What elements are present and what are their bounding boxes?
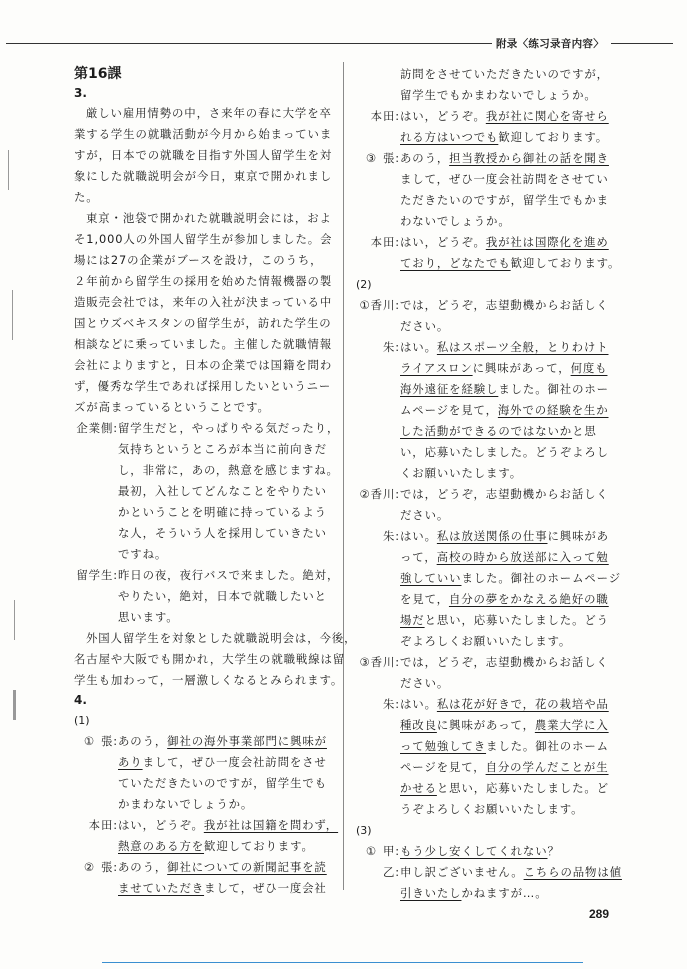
text-segment: まして，ぜひ一度会社訪問をさせ <box>142 755 327 769</box>
text-line: 名古屋や大阪でも開かれ，大学生の就職戦線は留 <box>74 652 346 666</box>
dialogue-turn <box>356 862 622 904</box>
text-line: 場には27の企業がブースを設け，このうち， <box>74 253 323 267</box>
right-column <box>356 64 622 904</box>
underlined-phrase: 農業大学に入 <box>534 718 609 732</box>
text-segment: ださい。 <box>400 508 450 522</box>
dialogue-turn <box>356 841 618 862</box>
text-line <box>118 731 334 752</box>
text-segment: まして，ぜひ一度会社 <box>204 881 327 895</box>
text-line <box>118 773 334 794</box>
underlined-phrase: 私は放送関係の仕事 <box>436 529 548 543</box>
underlined-phrase: ており，どなたでも <box>400 256 511 270</box>
text-segment: うぞよろしくお願いいたします。 <box>400 802 584 816</box>
lesson-title: 第16課 <box>74 66 122 82</box>
text-segment: に興味があって， <box>436 718 535 732</box>
text-segment: と思い，応募いたしました。どう <box>424 613 609 627</box>
text-line <box>400 211 618 232</box>
text-segment: ムページを見て， <box>400 403 498 417</box>
text-line <box>118 878 334 899</box>
scan-mark <box>8 150 9 190</box>
text-line <box>400 610 621 631</box>
underlined-phrase: 種改良 <box>400 718 437 732</box>
text-segment: い，応募いたしました。どうぞよろし <box>400 445 609 459</box>
underlined-phrase: 我が社に関心を寄せら <box>485 109 609 123</box>
text-line <box>400 778 618 799</box>
text-line: やりたい，絶対，日本で就職したいと <box>118 589 327 603</box>
dialogue-turn <box>356 232 621 274</box>
text-line <box>400 841 618 862</box>
text-line <box>400 169 618 190</box>
underlined-phrase: 海外遠征を経験し <box>400 382 499 396</box>
text-segment: を見て， <box>400 592 449 606</box>
text-segment: って， <box>400 550 437 564</box>
paragraph-3 <box>74 628 357 691</box>
text-line: ２年前から留学生の採用を始めた情報機器の製 <box>74 274 333 288</box>
underlined-phrase: 私は花が好きで，花の栽培や品 <box>436 697 609 711</box>
underlined-phrase: 私はスポーツ全般，とりわけト <box>436 340 609 354</box>
speaker-name: 香川: <box>370 655 400 669</box>
text-line <box>400 799 618 820</box>
speaker-name: 本田: <box>88 818 118 832</box>
underlined-phrase: 場だ <box>400 613 425 627</box>
text-line <box>118 836 338 857</box>
speaker-name: 張: <box>100 734 118 748</box>
text-line <box>400 190 618 211</box>
scan-mark <box>12 290 13 340</box>
speaker-label <box>356 64 400 106</box>
text-segment: あのう， <box>400 151 450 165</box>
speaker-name: 本田: <box>370 235 400 249</box>
underlined-phrase: 自分の学んだことが生 <box>485 760 609 774</box>
section-4-label: 4. <box>74 693 87 707</box>
item-number: ② <box>359 487 371 501</box>
underlined-phrase: 高校の時から放送部に入って勉 <box>436 550 609 564</box>
text-line: 会社によりますと，日本の企業では国籍を問わ <box>74 358 333 372</box>
text-line <box>400 673 618 694</box>
speaker-label <box>356 841 400 862</box>
text-segment: はい，どうぞ。 <box>400 235 486 249</box>
dialogue-turn <box>356 337 618 484</box>
subsection-2-label: (2) <box>356 278 372 291</box>
dialogue-turn <box>74 731 334 815</box>
text-line: ず，優秀な学生であれば採用したいというニー <box>74 379 332 393</box>
subsection-1-label: (1) <box>74 714 90 727</box>
speaker-label <box>74 815 118 857</box>
text-segment: では，どうぞ，志望動機からお話しく <box>400 487 609 501</box>
speaker-label <box>356 148 400 232</box>
text-line <box>400 316 618 337</box>
speaker-name: 乙: <box>382 865 400 879</box>
page-number: 289 <box>589 907 610 921</box>
text-segment: はい，どうぞ。 <box>118 818 204 832</box>
dialogue-turn <box>356 148 618 232</box>
dialogue-turn <box>74 565 340 628</box>
column-divider <box>343 62 344 890</box>
text-line <box>400 484 618 505</box>
text-line <box>400 589 621 610</box>
text-segment: くお願いいたします。 <box>400 466 522 480</box>
text-line: し，非常に，あの，熱意を感じますね。 <box>118 463 339 477</box>
speaker-name: 朱: <box>382 529 400 543</box>
text-line: すが，日本での就職を目指す外国人留学生を対 <box>74 148 333 162</box>
dialogue-turn <box>356 106 618 148</box>
text-segment: かまわないでしょうか。 <box>118 797 254 811</box>
text-segment: 歓迎しております。 <box>510 256 621 270</box>
text-line <box>400 547 621 568</box>
scan-mark <box>14 600 15 640</box>
header-rule-right <box>611 43 673 44</box>
text-line: 思います。 <box>118 610 179 624</box>
text-line: 象にした就職説明会が今日，東京で開かれまし <box>74 169 333 183</box>
underlined-phrase: 担当教授から御社の話を聞き <box>449 151 609 165</box>
text-segment: 申し訳ございません。 <box>400 865 524 879</box>
text-line <box>400 379 618 400</box>
text-segment: では，どうぞ，志望動機からお話しく <box>400 298 609 312</box>
text-line: ですね。 <box>118 547 168 561</box>
scan-mark <box>13 690 16 720</box>
speaker-name: 香川: <box>370 298 400 312</box>
speaker-label <box>356 484 400 526</box>
text-segment: ださい。 <box>400 319 450 333</box>
underlined-phrase: 御社の海外事業部門に興味が <box>167 734 327 748</box>
item-number: ① <box>359 298 371 312</box>
dialogue-turn <box>356 484 618 526</box>
text-segment: はい。 <box>400 340 437 354</box>
underlined-phrase: 熱意のある方を <box>118 839 205 853</box>
item-number: ① <box>83 734 95 748</box>
dialogue-turn <box>356 652 618 694</box>
text-line <box>400 253 620 274</box>
underlined-phrase: 我が社は国際化を進め <box>485 235 609 249</box>
text-segment: ました。御社のホームページ <box>461 571 622 585</box>
text-line <box>400 526 621 547</box>
text-line: な人，そういう人を採用していきたい <box>118 526 327 540</box>
underlined-phrase: した活動ができるのではないか <box>400 424 573 438</box>
text-segment: に興味があって， <box>472 361 571 375</box>
speaker-name: 香川: <box>370 487 400 501</box>
text-segment: 訪問をさせていただきたいのですが， <box>400 67 609 81</box>
text-segment: ました。御社のホーム <box>486 739 609 753</box>
text-line <box>400 652 618 673</box>
underlined-phrase: ませていただき <box>118 881 205 895</box>
text-line <box>118 752 334 773</box>
text-line <box>400 694 618 715</box>
underlined-phrase: かせる <box>400 781 437 795</box>
section-3-label: 3. <box>74 86 87 100</box>
text-line <box>400 631 621 652</box>
speaker-label: 企業側: <box>76 421 118 435</box>
speaker-name: 朱: <box>382 340 400 354</box>
text-segment: では，どうぞ，志望動機からお話しく <box>400 655 609 669</box>
text-line: 最初，入社してどんなことをやりたい <box>118 484 327 498</box>
text-line: 厳しい雇用情勢の中，さ来年の春に大学を卒 <box>85 106 332 120</box>
underlined-phrase: ライアスロン <box>400 361 473 375</box>
underlined-phrase: もう少し安くしてくれない <box>400 844 548 858</box>
underlined-phrase: 自分の夢をかなえる絶好の職 <box>448 592 609 606</box>
speaker-label <box>356 232 400 274</box>
text-segment: ページを見て， <box>400 760 486 774</box>
text-line <box>400 568 621 589</box>
underlined-phrase: 強していい <box>400 571 462 585</box>
header-rule-left <box>6 43 492 44</box>
text-segment: ました。御社のホー <box>498 382 609 396</box>
text-segment: 歓迎しております。 <box>204 839 314 853</box>
text-segment: ていただきたいのですが，留学生でも <box>118 776 327 790</box>
dialogue-turn <box>356 694 618 820</box>
text-segment: はい，どうぞ。 <box>400 109 486 123</box>
dialogue-turn <box>356 64 618 106</box>
text-line <box>118 857 334 878</box>
speaker-name: 本田: <box>370 109 400 123</box>
part-3-dialogue <box>356 841 622 904</box>
text-segment: 留学生でもかまわないでしょうか。 <box>400 88 597 102</box>
speaker-label <box>356 337 400 484</box>
underlined-phrase: 何度も <box>570 361 608 375</box>
underlined-phrase: 引きいたし <box>400 886 462 900</box>
dialogue-turn <box>356 526 622 652</box>
text-segment: と思 <box>572 424 597 438</box>
underlined-phrase: こちらの品物は値 <box>523 865 622 879</box>
text-line <box>400 715 618 736</box>
dialogue-turn <box>74 418 340 565</box>
speaker-label <box>356 526 400 652</box>
text-line: 造販売会社では，来年の入社が決まっている中 <box>74 295 333 309</box>
speaker-label: 留学生: <box>76 568 118 582</box>
paragraph-2 <box>74 208 334 418</box>
speaker-label <box>356 106 400 148</box>
text-segment: わないでしょうか。 <box>400 214 511 228</box>
item-number: ② <box>83 860 95 874</box>
left-column <box>74 64 357 899</box>
interview-dialogue <box>74 418 340 628</box>
speaker-label <box>74 731 118 815</box>
text-segment: あのう， <box>118 860 168 874</box>
text-segment: はい。 <box>400 529 437 543</box>
text-segment: かねますが…。 <box>461 886 548 900</box>
text-segment: と思い，応募いたしました。ど <box>436 781 609 795</box>
item-number: ① <box>365 844 377 858</box>
underlined-phrase: 我が社は国籍を問わず， <box>203 818 339 832</box>
text-segment: はい。 <box>400 697 437 711</box>
text-line: 学生も加わって，一層激しくなるとみられます。 <box>74 673 344 687</box>
underlined-phrase: れる方はいつでも <box>400 130 499 144</box>
text-line: 気持ちというところが本当に前向きだ <box>118 442 327 456</box>
text-line <box>400 232 620 253</box>
text-line: ズが高まっているということです。 <box>74 400 270 414</box>
text-segment: ぞよろしくお願いいたします。 <box>400 634 572 648</box>
speaker-label <box>356 862 400 904</box>
speaker-name: 朱: <box>382 697 400 711</box>
text-line <box>400 883 622 904</box>
item-number: ③ <box>359 655 371 669</box>
text-line <box>400 337 618 358</box>
text-line <box>118 815 338 836</box>
dialogue-turn <box>74 815 339 857</box>
paragraph-1 <box>74 103 334 208</box>
text-line: 留学生だと，やっぱりやる気だったり， <box>118 421 340 435</box>
underlined-phrase: あり <box>118 755 143 769</box>
text-line: 国とウズベキスタンの留学生が，訪れた学生の <box>74 316 332 330</box>
underlined-phrase: 御社についての新聞記事を読 <box>167 860 327 874</box>
subsection-3-label: (3) <box>356 824 372 837</box>
text-line <box>400 64 618 85</box>
speaker-label <box>74 857 118 899</box>
text-line <box>400 106 618 127</box>
underlined-phrase: って勉強してき <box>400 739 487 753</box>
text-line <box>400 421 618 442</box>
text-line: かということを明確に持っているよう <box>118 505 327 519</box>
dialogue-turn <box>356 295 618 337</box>
text-line: そ1,000人の外国人留学生が参加しました。会 <box>74 232 333 246</box>
section-4-dialogue <box>74 731 339 899</box>
text-line: 業する学生の就職活動が今月から始まっていま <box>74 127 333 141</box>
text-segment: ださい。 <box>400 676 450 690</box>
text-segment: ？ <box>547 844 560 858</box>
text-line <box>400 862 622 883</box>
text-line: 東京・池袋で開かれた就職説明会には，およ <box>85 211 332 225</box>
text-line <box>400 757 618 778</box>
text-line: 外国人留学生を対象とした就職説明会は，今後， <box>85 631 357 645</box>
text-line: 相談などに乗っていました。主催した就職情報 <box>74 337 333 351</box>
item-number: ③ <box>365 151 377 165</box>
continuation-dialogue <box>356 64 621 274</box>
text-line <box>400 358 618 379</box>
speaker-label <box>356 652 400 694</box>
text-line <box>400 85 618 106</box>
text-segment: 歓迎しております。 <box>498 130 609 144</box>
text-line <box>118 794 334 815</box>
text-line <box>400 505 618 526</box>
speaker-label <box>356 295 400 337</box>
text-segment: あのう， <box>118 734 168 748</box>
part-2-dialogue <box>356 295 622 820</box>
text-line <box>400 736 618 757</box>
text-line <box>400 442 618 463</box>
speaker-label <box>356 694 400 820</box>
text-segment: に興味があ <box>547 529 609 543</box>
text-line <box>400 463 618 484</box>
text-line <box>400 400 618 421</box>
text-segment: ただきたいのですが，留学生でもかま <box>400 193 609 207</box>
text-line <box>400 148 618 169</box>
text-line <box>400 295 618 316</box>
text-line: た。 <box>74 190 99 204</box>
dialogue-turn <box>74 857 334 899</box>
bottom-blue-rule <box>102 962 583 963</box>
text-line <box>400 127 618 148</box>
speaker-name: 甲: <box>382 844 400 858</box>
speaker-name: 張: <box>382 151 400 165</box>
running-header: 附录〈练习录音内容〉 <box>496 38 604 50</box>
text-segment: まして，ぜひ一度会社訪問をさせてい <box>400 172 609 186</box>
speaker-name: 張: <box>100 860 118 874</box>
underlined-phrase: 海外での経験を生か <box>497 403 609 417</box>
text-line: 昨日の夜，夜行バスで来ました。絶対， <box>118 568 340 582</box>
